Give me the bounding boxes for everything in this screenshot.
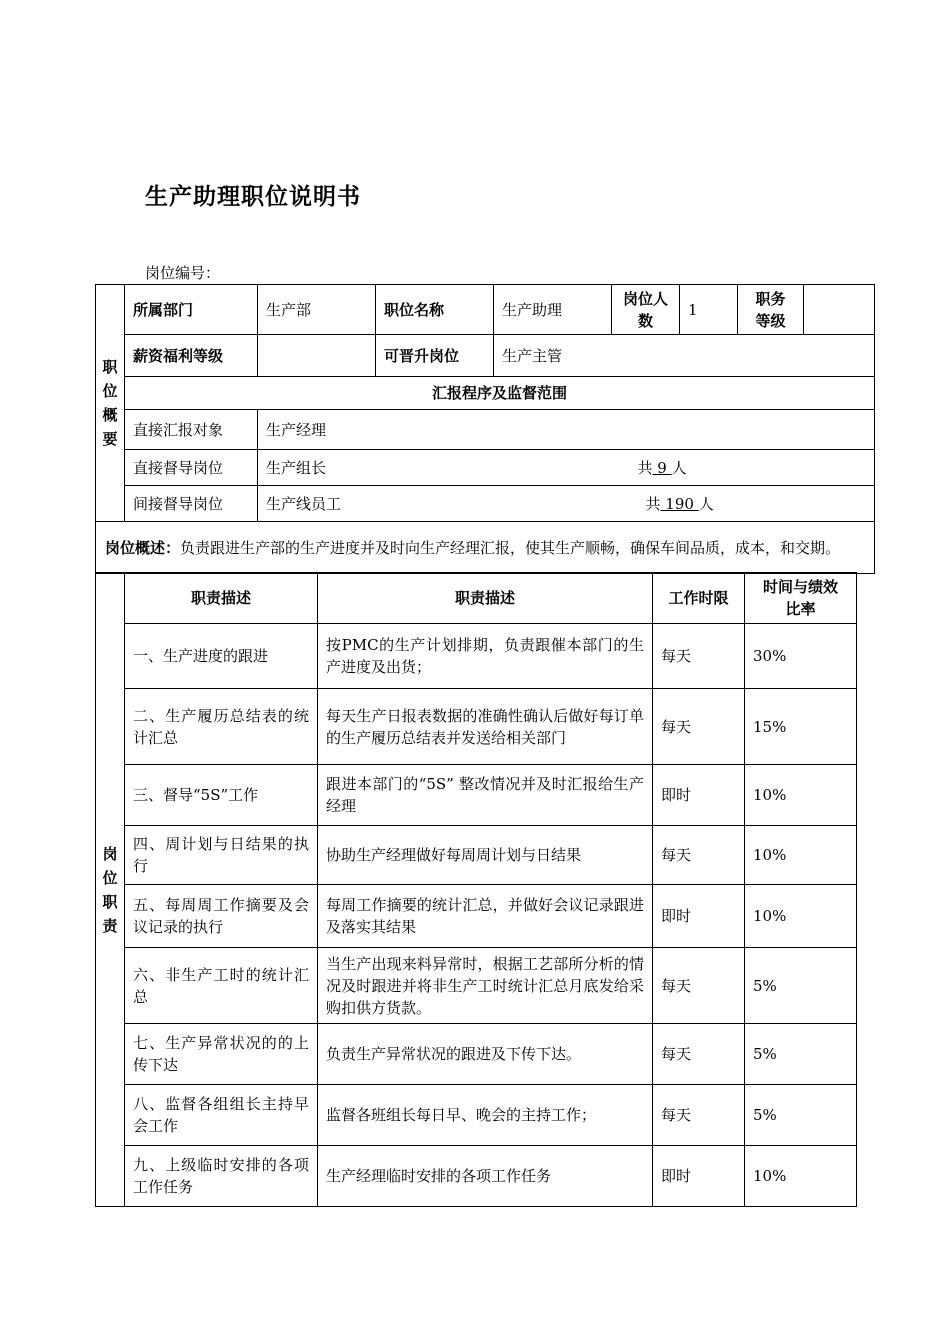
indirect-supervise-value: 生产线员工 [266,494,342,513]
duty-desc: 当生产出现来料异常时，根据工艺部所分析的情况及时跟进并将非生产工时统计汇总月底发给采购扣供方货款。 [318,948,653,1024]
duty-limit: 每天 [653,689,745,765]
duty-name: 四、周计划与日结果的执行 [125,826,318,885]
duty-ratio: 10% [745,1146,857,1207]
headcount-value: 1 [680,285,738,335]
position-value: 生产助理 [494,285,612,335]
duty-name: 三、督导“5S”工作 [125,765,318,826]
direct-report-label: 直接汇报对象 [125,410,258,450]
table-row [96,1085,857,1146]
duty-ratio: 10% [745,885,857,948]
duty-desc: 每周工作摘要的统计汇总，并做好会议记录跟进及落实其结果 [318,885,653,948]
promote-value: 生产主管 [494,335,875,377]
duties-side-label: 岗 位 职 责 [96,573,125,1207]
duty-ratio: 5% [745,948,857,1024]
duty-ratio: 10% [745,765,857,826]
duties-header-ratio: 时间与绩效比率 [745,573,857,624]
duties-table [95,572,857,1207]
table-row [96,948,857,1024]
grade-value [804,285,875,335]
direct-report-value: 生产经理 [258,410,875,450]
duty-name: 一、生产进度的跟进 [125,624,318,689]
summary-label: 岗位概述： [105,538,181,557]
salary-label: 薪资福利等级 [125,335,258,377]
table-row [96,765,857,826]
duty-name: 八、监督各组组长主持早会工作 [125,1085,318,1146]
post-number-label: 岗位编号： [145,264,221,282]
direct-supervise-cell [258,450,875,486]
summary-text: 负责跟进生产部的生产进度并及时向生产经理汇报，使其生产顺畅，确保车间品质，成本，和交期。 [180,538,841,557]
duty-name: 六、非生产工时的统计汇总 [125,948,318,1024]
duty-ratio: 15% [745,689,857,765]
duty-name: 七、生产异常状况的的上传下达 [125,1024,318,1085]
dept-value: 生产部 [258,285,376,335]
salary-value [258,335,376,377]
table-row [96,624,857,689]
duty-name: 二、生产履历总结表的统计汇总 [125,689,318,765]
duty-limit: 即时 [653,1146,745,1207]
indirect-supervise-count: 共 190 人 [645,494,714,513]
position-label: 职位名称 [376,285,494,335]
duties-header-name: 职责描述 [125,573,318,624]
duty-name: 五、每周周工作摘要及会议记录的执行 [125,885,318,948]
duty-limit: 每天 [653,624,745,689]
duty-desc: 负责生产异常状况的跟进及下传下达。 [318,1024,653,1085]
duty-limit: 每天 [653,826,745,885]
duty-desc: 协助生产经理做好每周周计划与日结果 [318,826,653,885]
promote-label: 可晋升岗位 [376,335,494,377]
direct-supervise-label: 直接督导岗位 [125,450,258,486]
duty-ratio: 5% [745,1024,857,1085]
duties-header-desc: 职责描述 [318,573,653,624]
duties-header-limit: 工作时限 [653,573,745,624]
report-header: 汇报程序及监督范围 [125,377,875,410]
headcount-label: 岗位人数 [612,285,680,335]
duty-limit: 即时 [653,885,745,948]
direct-supervise-count: 共 9 人 [637,458,687,477]
table-row [96,826,857,885]
duty-ratio: 30% [745,624,857,689]
indirect-supervise-label: 间接督导岗位 [125,486,258,522]
indirect-supervise-cell [258,486,875,522]
table-row [96,689,857,765]
duty-desc: 生产经理临时安排的各项工作任务 [318,1146,653,1207]
dept-label: 所属部门 [125,285,258,335]
direct-supervise-value: 生产组长 [266,458,327,477]
duty-ratio: 5% [745,1085,857,1146]
duty-name: 九、上级临时安排的各项工作任务 [125,1146,318,1207]
table-row [96,885,857,948]
overview-table [95,284,875,574]
duty-limit: 每天 [653,1024,745,1085]
summary-cell [96,522,875,574]
overview-side-label: 职 位 概 要 [96,285,125,522]
page-title: 生产助理职位说明书 [145,183,361,210]
duty-desc: 监督各班组长每日早、晚会的主持工作； [318,1085,653,1146]
duty-ratio: 10% [745,826,857,885]
table-row [96,1146,857,1207]
duty-desc: 每天生产日报表数据的准确性确认后做好每订单的生产履历总结表并发送给相关部门 [318,689,653,765]
grade-label: 职务等级 [738,285,804,335]
table-row [96,1024,857,1085]
duty-desc: 按PMC的生产计划排期，负责跟催本部门的生产进度及出货； [318,624,653,689]
duty-limit: 每天 [653,1085,745,1146]
duty-limit: 每天 [653,948,745,1024]
duty-desc: 跟进本部门的“5S” 整改情况并及时汇报给生产经理 [318,765,653,826]
duty-limit: 即时 [653,765,745,826]
